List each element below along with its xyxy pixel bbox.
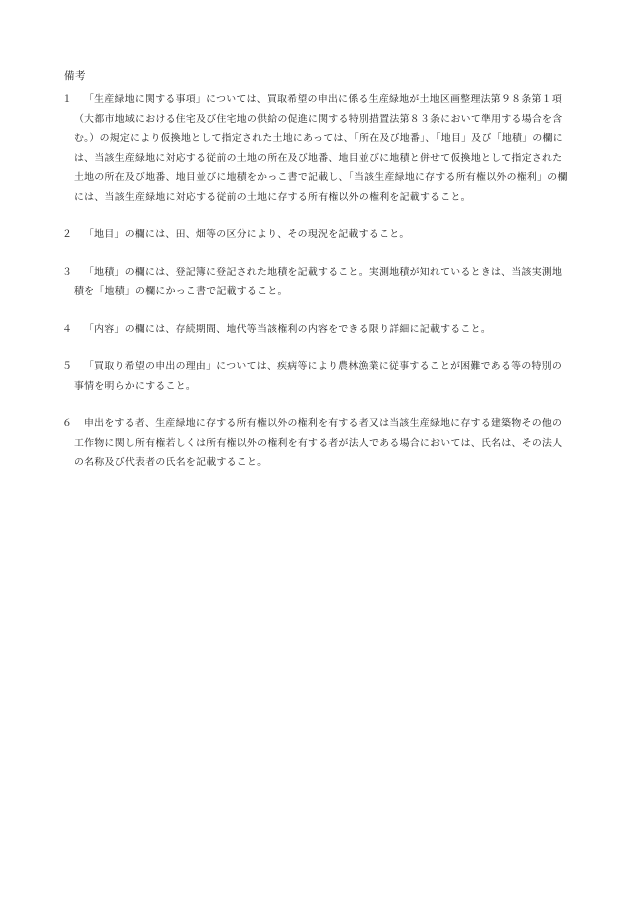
note-text: 「地目」の欄には、田、畑等の区分により、その現況を記載すること。 bbox=[84, 229, 410, 240]
note-item-3 bbox=[62, 263, 572, 302]
note-text: 「内容」の欄には、存続期間、地代等当該権利の内容をできる限り詳細に記載すること。 bbox=[84, 323, 492, 335]
note-number: ２ bbox=[62, 229, 73, 240]
note-number: ６ bbox=[62, 418, 73, 429]
note-number: ５ bbox=[62, 361, 73, 372]
note-item-4 bbox=[62, 320, 572, 340]
note-item-2 bbox=[62, 225, 572, 245]
note-item-6 bbox=[62, 414, 572, 473]
note-item-1 bbox=[62, 90, 572, 207]
notes-heading: 備考 bbox=[64, 70, 86, 82]
note-number: ３ bbox=[62, 266, 73, 278]
notes-list bbox=[62, 90, 572, 491]
note-number: ４ bbox=[62, 323, 73, 335]
note-text: 「買取り希望の申出の理由」については、疾病等により農林漁業に従事することが困難である等の特別の事情を明らかにすること。 bbox=[74, 361, 563, 392]
note-number: １ bbox=[62, 94, 73, 105]
note-text: 申出をする者、生産緑地に存する所有権以外の権利を有する者又は当該生産緑地に存する建築物その他の工作物に関し所有権若しくは所有権以外の権利を有する者が法人である場合においては、氏名は、その法人の名称及び代表者の氏名を記載すること。 bbox=[74, 418, 563, 468]
note-item-5 bbox=[62, 357, 572, 396]
note-text: 「生産緑地に関する事項」については、買取希望の申出に係る生産緑地が土地区画整理法第９８条第１項（大都市地域における住宅及び住宅地の供給の促進に関する特別措置法第８３条において準用する場合を含む。）の規定により仮換地として指定された土地にあっては、「所在及び地番」、「地目」及び「地積」の欄には、当該生産緑地に対応する従前の土地の所在及び地番、地目並びに地積と併せて仮換地として指定された土地の所在及び地番、地目並びに地積をかっこ書で記載し、「当該生産緑地に存する所有権以外の権利」の欄には、当該生産緑地に対応する従前の土地に存する所有権以外の権利を記載すること。 bbox=[74, 94, 568, 203]
note-text: 「地積」の欄には、登記簿に登記された地積を記載すること。実測地積が知れているときは、当該実測地積を「地積」の欄にかっこ書で記載すること。 bbox=[74, 266, 563, 297]
